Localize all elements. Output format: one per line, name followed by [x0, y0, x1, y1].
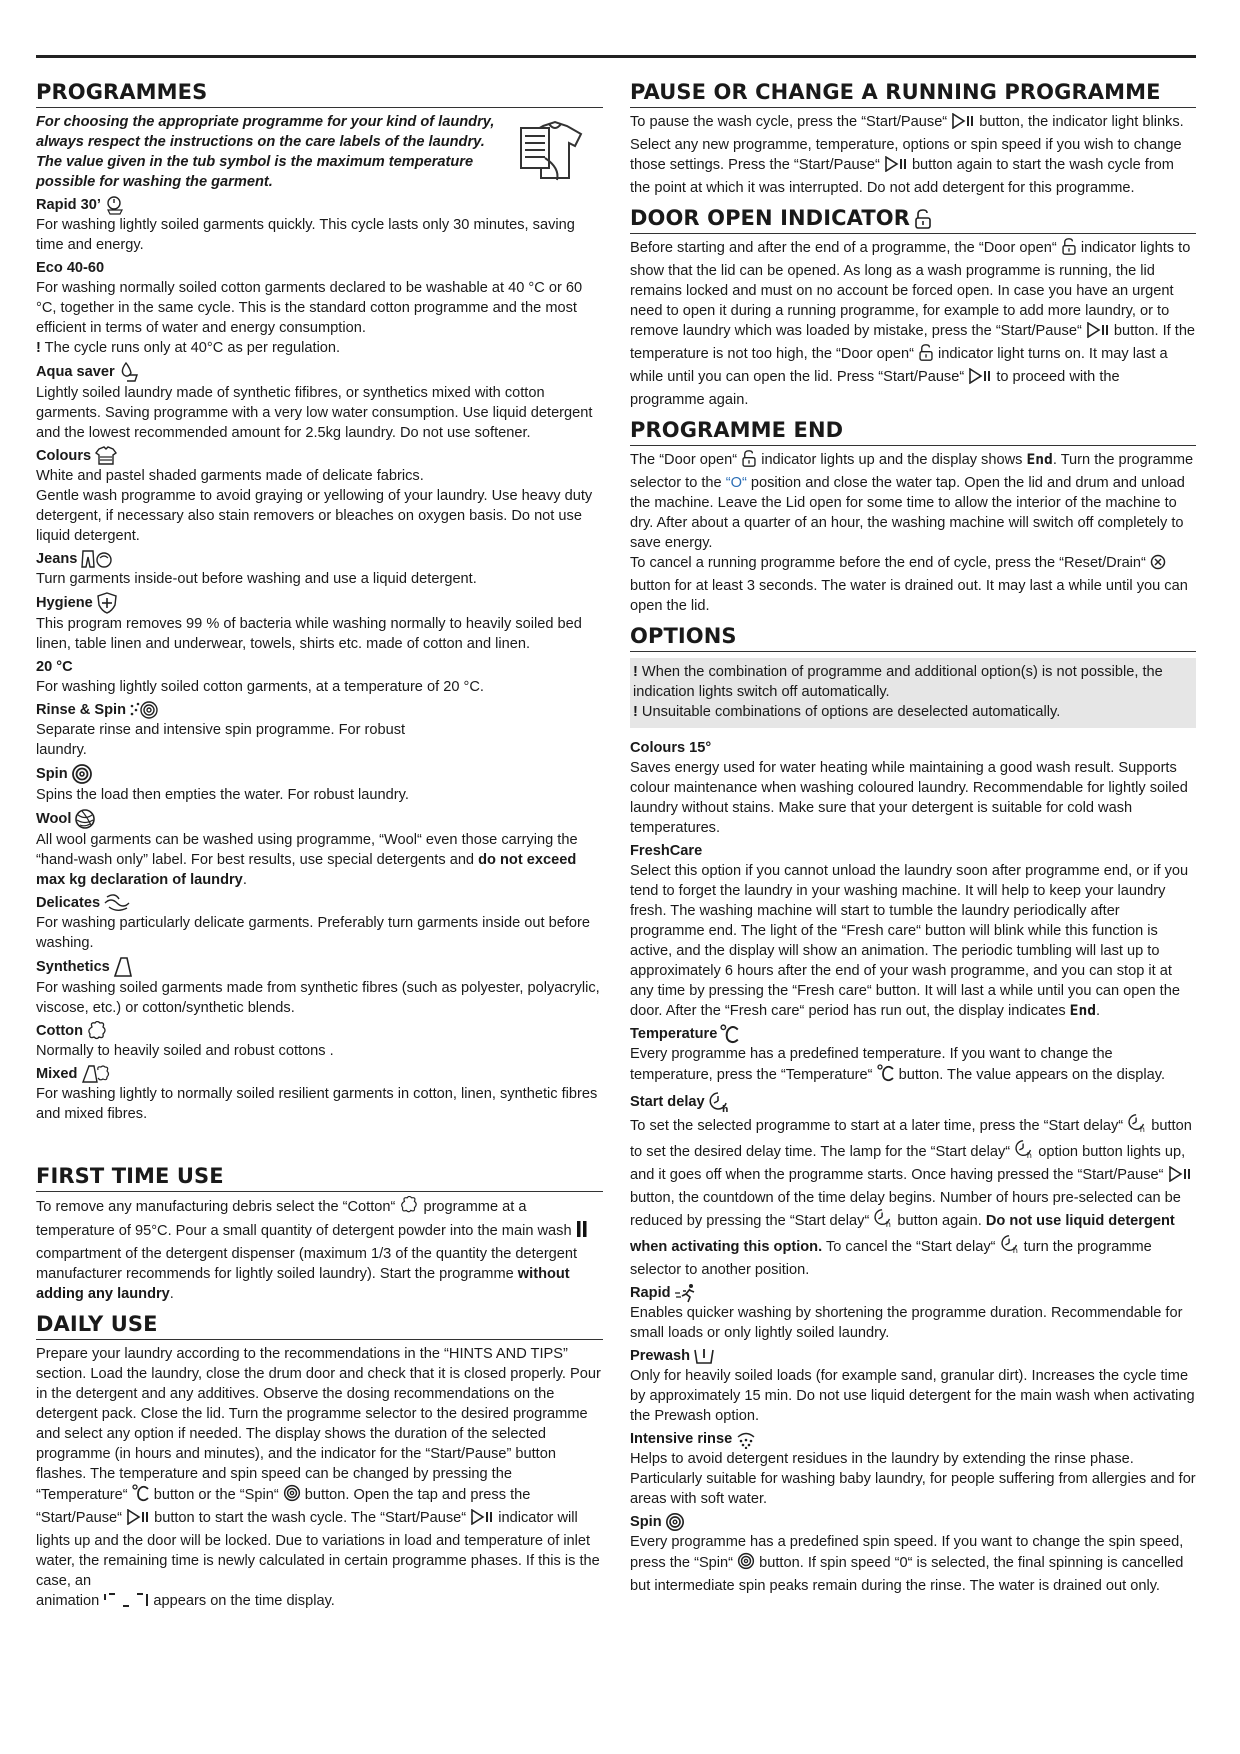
- text-fragment: button again.: [893, 1213, 986, 1229]
- time-display-animation-icon: [103, 1592, 149, 1614]
- temperature-icon: [720, 1024, 740, 1044]
- spacer: [630, 616, 1196, 624]
- first-time-use-text: [36, 1196, 603, 1304]
- option-title: Prewash: [630, 1348, 691, 1364]
- text-fragment: compartment of the detergent dispenser (maximum 1/3 of the quantity the detergent manufacturer recommends for lightly soiled laundry). Start the programme: [36, 1246, 578, 1282]
- programme-body: Normally to heavily soiled and robust cottons .: [36, 1043, 334, 1059]
- programme-jeans: [36, 549, 603, 569]
- daily-use-text-animation: [36, 1591, 603, 1614]
- text-fragment: appears on the time display.: [149, 1593, 335, 1609]
- first-time-use-bold: without adding any laundry: [36, 1266, 570, 1302]
- door-open-icon: [918, 344, 934, 367]
- option-title: Rapid: [630, 1285, 671, 1301]
- programme-cotton: [36, 1021, 603, 1041]
- wool-body-bold: do not exceed max kg declaration of laundry: [36, 852, 577, 888]
- option-intensive-rinse: [630, 1429, 1196, 1449]
- cotton-icon: [399, 1196, 419, 1220]
- programme-delicates: [36, 893, 603, 913]
- text-fragment: Select this option if you cannot unload the laundry soon after programme end, or if you tend to forget the laundry in your washing machine. It will help to keep your laundry fresh. The washing machine will start to tumble the laundry periodically after programme end. The light of the “Fresh care“ button will blink while this function is active, and the display will show an animation. The periodic tumbling will last up to approximately 6 hours after the end of your wash programme, and you can stop it at any time by pressing the “Fresh care“ button. It will last a while until you can open the door. After the “Fresh care“ period has run out, the display indicates: [630, 863, 1189, 1019]
- spin-icon: [71, 763, 93, 785]
- end-display-text: End: [1026, 451, 1053, 468]
- programme-wool: [36, 808, 603, 830]
- start-delay-icon: [1000, 1234, 1020, 1260]
- text-fragment: to proceed with the programme again.: [630, 369, 1120, 408]
- start-delay-bold: Do not use liquid detergent when activating this option.: [630, 1213, 1175, 1255]
- option-body: Helps to avoid detergent residues in the laundry by extending the rinse phase. Particularly suitable for washing baby laundry, for people suffering from allergies and for areas with soft water.: [630, 1451, 1196, 1507]
- spacer: [630, 410, 1196, 418]
- spacer: [630, 198, 1196, 206]
- text-fragment: Every programme has a predefined temperature. If you want to change the temperature, press the “Temperature“: [630, 1046, 1113, 1083]
- text-fragment: button. The value appears on the display.: [894, 1067, 1166, 1083]
- programme-list: [36, 195, 603, 1124]
- wool-body-text: All wool garments can be washed using programme, “Wool“ even those carrying the “hand-wash only” label. For best results, use special detergents and: [36, 832, 578, 868]
- programme-title: Spin: [36, 766, 68, 782]
- wool-body-tail: .: [242, 872, 247, 888]
- door-open-heading-text: DOOR OPEN INDICATOR: [630, 206, 911, 230]
- programme-title: Mixed: [36, 1066, 78, 1082]
- text-fragment: To cancel the “Start delay“: [822, 1239, 1000, 1255]
- programme-body: For washing lightly soiled garments quickly. This cycle lasts only 30 minutes, saving time and energy.: [36, 217, 575, 253]
- rapid-30-icon: [104, 195, 126, 215]
- note-text: When the combination of programme and additional option(s) is not possible, the indication lights switch off automatically.: [633, 664, 1163, 700]
- programme-body: For washing lightly soiled cotton garments, at a temperature of 20 °C.: [36, 679, 484, 695]
- option-body: Saves energy used for water heating while maintaining a good wash result. Supports colour maintenance when washing coloured laundry. Recommendable for lightly soiled laundry without stains. Make sure that your detergent is suitable for cold wash temperatures.: [630, 760, 1188, 836]
- programme-rinse-spin: [36, 700, 603, 720]
- text-fragment: animation: [36, 1593, 104, 1609]
- text-fragment: button for at least 3 seconds. The water is drained out. It may last a while until you can open the lid.: [630, 578, 1188, 614]
- programme-body: White and pastel shaded garments made of delicate fabrics.: [36, 468, 424, 484]
- text-fragment: button to start the wash cycle. The “Start/Pause“: [150, 1510, 471, 1526]
- programme-body: Lightly soiled laundry made of synthetic fifibres, or synthetics mixed with cotton garments. Saving programme with a very low water consumption. Use liquid detergent and the lowest recommended amount for 2.5kg laundry. Do not use softener.: [36, 385, 593, 441]
- programme-body: For washing normally soiled cotton garments declared to be washable at 40 °C or 60 °C, together in the same cycle. This is the standard cotton programme and the most efficient in terms of water and energy consumption.: [36, 280, 583, 336]
- text-fragment: programme at a temperature of 95°C. Pour a small quantity of detergent powder into the main wash: [36, 1199, 576, 1239]
- temperature-icon: [132, 1484, 150, 1508]
- door-open-icon: [741, 450, 757, 473]
- svg-text:h: h: [721, 1105, 729, 1113]
- programme-title: Aqua saver: [36, 364, 115, 380]
- start-pause-icon: [1168, 1166, 1192, 1188]
- programme-title: Cotton: [36, 1023, 84, 1039]
- option-title: Temperature: [630, 1026, 718, 1042]
- text-fragment: button. If the temperature is not too high, the “Door open“: [630, 323, 1196, 362]
- spin-icon: [665, 1512, 685, 1532]
- text-fragment: button again to start the wash cycle from the point at which it was interrupted. Do not add detergent for this programme.: [630, 157, 1174, 196]
- option-colours-15: [630, 738, 1196, 758]
- text-fragment: button. Open the tap and press the “Start/Pause“: [36, 1487, 531, 1526]
- text-fragment: option button lights up, and it goes off when the programme starts. Once having pressed the “Start/Pause“: [630, 1144, 1186, 1183]
- programme-title: Delicates: [36, 895, 101, 911]
- programme-20c: [36, 657, 603, 677]
- programme-end-cancel-text: [630, 553, 1196, 616]
- programmes-heading: PROGRAMMES: [36, 80, 603, 108]
- programme-title: Eco 40-60: [36, 260, 105, 276]
- start-pause-icon: [884, 156, 908, 178]
- programme-body: Spins the load then empties the water. For robust laundry.: [36, 787, 409, 803]
- text-fragment: turn the programme selector to another position.: [630, 1239, 1152, 1278]
- door-open-text: [630, 238, 1196, 410]
- daily-use-heading: DAILY USE: [36, 1312, 603, 1340]
- option-body: [630, 1532, 1196, 1596]
- programme-title: 20 °C: [36, 659, 73, 675]
- text-fragment: . Turn the programme selector to the: [630, 452, 1194, 491]
- programme-body: Turn garments inside-out before washing and use a liquid detergent.: [36, 571, 477, 587]
- programme-note: [36, 338, 603, 358]
- text-fragment: To cancel a running programme before the end of cycle, press the “Reset/Drain“: [630, 555, 1150, 571]
- text-fragment: indicator lights to show that the lid can be opened. As long as a wash programme is running, the lid remains locked and must on no account be forced open. In case you have an urgent need to open it during a running programme, for example to add more laundry, or to remove laundry which was loaded by mistake, press the “Start/Pause“: [630, 240, 1191, 339]
- start-delay-icon: [1014, 1139, 1034, 1165]
- option-body: Enables quicker washing by shortening the programme duration. Recommendable for small loads or only lightly soiled laundry.: [630, 1305, 1183, 1341]
- text-fragment: position and close the water tap. Open the lid and drum and unload the machine. Leave the Lid open for some time to allow the interior of the machine to dry. After about a quarter of an hour, the washing machine will switch off completely to save energy.: [630, 475, 1185, 551]
- temperature-icon: [877, 1064, 895, 1088]
- programme-hygiene: [36, 592, 603, 614]
- programmes-intro-block: [36, 112, 603, 192]
- programme-body: For washing soiled garments made from synthetic fibres (such as polyester, polyacrylic, viscose, etc.) or cotton/synthetic blends.: [36, 980, 600, 1016]
- text-fragment: button to set the desired delay time. The lamp for the “Start delay“: [630, 1118, 1192, 1160]
- text-fragment: To set the selected programme to start at a later time, press the “Start delay“: [630, 1118, 1128, 1134]
- first-time-use-heading: FIRST TIME USE: [36, 1164, 603, 1192]
- spin-icon: [737, 1552, 755, 1576]
- hygiene-icon: [96, 592, 118, 614]
- option-title: Start delay: [630, 1094, 705, 1110]
- programme-body: For washing lightly to normally soiled resilient garments in cotton, linen, synthetic fibres and mixed fibres.: [36, 1086, 598, 1122]
- text-fragment: indicator will lights up and the door will be locked. Due to variations in load and temperature of inlet water, the remaining time is newly calculated in certain programme phases. If this is the case, an: [36, 1510, 600, 1589]
- svg-text:h: h: [1139, 1124, 1146, 1133]
- start-pause-icon: [968, 368, 992, 390]
- wool-icon: [74, 808, 96, 830]
- start-delay-icon: [1127, 1113, 1147, 1139]
- text-fragment: The “Door open“: [630, 452, 742, 468]
- pause-heading: PAUSE OR CHANGE A RUNNING PROGRAMME: [630, 80, 1196, 108]
- text-fragment: To pause the wash cycle, press the “Start/Pause“: [630, 114, 952, 130]
- prewash-icon: [693, 1346, 715, 1366]
- programme-colours: [36, 446, 603, 466]
- programme-body: This program removes 99 % of bacteria while washing normally to heavily soiled bed linen, table linen and underwear, towels, shirts etc. made of cotton and linen.: [36, 616, 582, 652]
- start-pause-icon: [126, 1509, 150, 1531]
- spacer: [36, 1124, 603, 1164]
- programme-title: Wool: [36, 811, 72, 827]
- programme-title: Jeans: [36, 551, 78, 567]
- option-rapid: [630, 1283, 1196, 1303]
- text-fragment: indicator light turns on. It may last a while until you can open the lid. Press “Start/Pause“: [630, 346, 1168, 385]
- option-title: Spin: [630, 1514, 662, 1530]
- text-fragment: .: [1096, 1003, 1101, 1019]
- option-temperature: [630, 1024, 1196, 1044]
- o-position-text: “O“: [725, 475, 747, 491]
- note-text: Unsuitable combinations of options are deselected automatically.: [637, 704, 1061, 720]
- start-pause-icon: [470, 1509, 494, 1531]
- options-note: [630, 658, 1196, 728]
- programme-title: Hygiene: [36, 595, 93, 611]
- spin-icon: [283, 1484, 301, 1508]
- intensive-rinse-icon: [735, 1429, 757, 1449]
- text-fragment: .: [169, 1286, 174, 1302]
- end-display-text: End: [1069, 1002, 1097, 1019]
- programme-title: Synthetics: [36, 959, 110, 975]
- option-body: [630, 1044, 1196, 1088]
- programme-end-text: [630, 450, 1196, 553]
- programme-aqua-saver: [36, 361, 603, 383]
- text-fragment: indicator lights up and the display shows: [757, 452, 1027, 468]
- spacer: [36, 1304, 603, 1312]
- svg-text:h: h: [1026, 1150, 1033, 1159]
- start-pause-icon: [951, 113, 975, 135]
- programme-spin: [36, 763, 603, 785]
- note-mark: !: [633, 704, 638, 720]
- text-fragment: button. If spin speed “0“ is selected, the final spinning is cancelled but intermediate spin peaks remain during the rinse. The water is drained out only.: [630, 1555, 1184, 1594]
- top-rule: [36, 55, 1196, 58]
- options-note-1: [633, 662, 1193, 702]
- rapid-runner-icon: [674, 1283, 698, 1303]
- text-fragment: Prepare your laundry according to the recommendations in the “HINTS AND TIPS” section. Load the laundry, close the drum door and check that it is closed properly. Pour in the detergent and any additives. Observe the dosing recommendations on the detergent pack. Close the lid. Turn the programme selector to the desired programme and select any option if needed. The display shows the duration of the selected programme (in hours and minutes), and the indicator for the “Start/Pause” button flashes. The temperature and spin speed can be changed by pressing the “Temperature“: [36, 1346, 601, 1503]
- option-body: Only for heavily soiled loads (for example sand, granular dirt). Increases the cycle time by approximately 15 min. Do not use liquid detergent for the main wash when activating the Prewash option.: [630, 1368, 1195, 1424]
- programme-title: Rinse & Spin: [36, 702, 127, 718]
- programme-title: Colours: [36, 448, 92, 464]
- options-note-2: [633, 702, 1193, 722]
- care-label-shirt-icon: [515, 118, 595, 189]
- note-mark: !: [36, 340, 41, 356]
- option-body: [630, 1113, 1196, 1280]
- programme-mixed: [36, 1064, 603, 1084]
- programme-body: [36, 830, 603, 890]
- aqua-saver-icon: [118, 361, 140, 383]
- option-body: [630, 861, 1196, 1021]
- option-title: FreshCare: [630, 843, 703, 859]
- delicates-icon: [103, 893, 131, 913]
- options-heading: OPTIONS: [630, 624, 1196, 652]
- option-title: Intensive rinse: [630, 1431, 733, 1447]
- programme-title: Rapid 30’: [36, 197, 101, 213]
- main-wash-compartment-icon: [576, 1220, 588, 1244]
- option-title: Colours 15°: [630, 740, 712, 756]
- text-fragment: Before starting and after the end of a programme, the “Door open“: [630, 240, 1061, 256]
- note-mark: !: [633, 664, 638, 680]
- programme-end-heading: PROGRAMME END: [630, 418, 1196, 446]
- svg-text:h: h: [886, 1219, 892, 1228]
- door-open-icon: [1061, 238, 1077, 261]
- jeans-icon: [80, 549, 114, 569]
- synthetics-icon: [113, 956, 133, 978]
- text-fragment: To remove any manufacturing debris select the “Cotton“: [36, 1199, 400, 1215]
- programme-rapid-30: [36, 195, 603, 215]
- option-prewash: [630, 1346, 1196, 1366]
- start-delay-icon: [708, 1091, 730, 1113]
- left-column: [36, 80, 603, 1614]
- start-delay-icon: [873, 1208, 893, 1234]
- programme-eco-40-60: [36, 258, 603, 278]
- start-pause-icon: [1086, 322, 1110, 344]
- programme-body: Separate rinse and intensive spin programme. For robust laundry.: [36, 722, 406, 758]
- programme-body-2: Gentle wash programme to avoid graying or yellowing of your laundry. Use heavy duty detergent, if necessary also stain removers or bleaches on oxygen basis. Do not use liquid detergent.: [36, 488, 593, 544]
- programme-synthetics: [36, 956, 603, 978]
- mixed-icon: [80, 1064, 110, 1084]
- programmes-intro: For choosing the appropriate programme for your kind of laundry, always respect the instructions on the care labels of the laundry. The value given in the tub symbol is the maximum temperature possible for washing the garment.: [36, 114, 495, 190]
- text-fragment: button or the “Spin“: [149, 1487, 283, 1503]
- svg-text:h: h: [1012, 1245, 1018, 1254]
- text-fragment: Every programme has a predefined spin speed. If you want to change the spin speed, press the “Spin“: [630, 1534, 1184, 1571]
- right-column: [630, 80, 1196, 1596]
- reset-drain-icon: [1150, 554, 1166, 576]
- pause-text: [630, 112, 1196, 198]
- colours-icon: [94, 446, 118, 466]
- option-spin: [630, 1512, 1196, 1532]
- programme-body: For washing particularly delicate garments. Preferably turn garments inside out before washing.: [36, 915, 591, 951]
- text-fragment: button, the indicator light blinks. Select any new programme, temperature, options or spin speed if you wish to change those settings. Press the “Start/Pause“: [630, 114, 1184, 173]
- daily-use-text: [36, 1344, 603, 1591]
- option-freshcare: [630, 841, 1196, 861]
- text-fragment: button, the countdown of the time delay begins. Number of hours pre-selected can be reduced by pressing the “Start delay“: [630, 1190, 1181, 1229]
- door-open-heading: [630, 206, 1196, 234]
- option-start-delay: [630, 1091, 1196, 1113]
- cotton-icon: [86, 1021, 108, 1041]
- door-open-icon: [914, 209, 932, 229]
- note-text: The cycle runs only at 40°C as per regulation.: [40, 340, 341, 356]
- rinse-spin-icon: [129, 700, 159, 720]
